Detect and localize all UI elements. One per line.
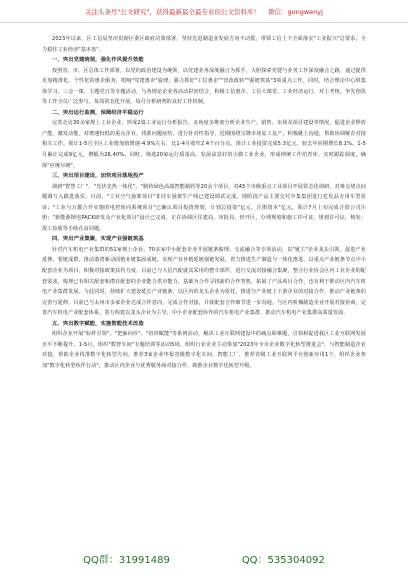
footer-qq-group: QQ群：31991489 xyxy=(83,554,170,566)
banner-text: 关注头条号"公文研究"，获得最新最全最专业的公文资料库！ xyxy=(85,7,261,16)
top-banner xyxy=(0,0,408,23)
intro-paragraph: 2023年以来，区工信局坚决贯彻区委区政府决策部署，坚持先进制造业发展方向不动摇，带领工信上下全面落实"工业振兴"总要求，全力稳住工业经济"基本盘"。 xyxy=(42,36,366,53)
section-paragraph: 调研"智慧工厂"、"光伏光热一体化"、"制药绿色高端智能制药等20余个项目，对45个市级重点工业项目开展常态化调研，对难点堵点问题调与入跟进落实。目前，"工业空气悬架项目"非挂车悬架生产线已建设调试完成，现阶段产品主要交付中集集团进行危化品专用车型验证；"工业与万都合作实施的电控转向系统项目"已确认项目投资规划，计划总投资"亿元，注册资本"亿元，预计7月上旬完成合资公司注册；"新能源锂电PACK研发及产业化项目"设计已完成，正在协调区住建局、审批局，经开区，办理规划和施工许可证。规划许可证，核发；竣工验收等手续在由同题。 xyxy=(42,183,366,232)
banner-wechat: 微信：gongwenyj xyxy=(268,7,323,16)
section-heading: 五、突出数字赋能，实施智能技术改造 xyxy=(52,320,144,327)
section-heading: 二、突出运行监测，保障经济平稳运行 xyxy=(52,109,144,116)
footer xyxy=(0,547,408,569)
section-heading: 四、突出产业集聚，实现产业强链筑基 xyxy=(52,236,144,243)
section-heading: 三、突出项目建设，加快项目落地投产 xyxy=(52,173,144,180)
section-paragraph: 完善走访30余家规上工业企业，形成2篇工业运行分析报告、多角度多维度分析企业生产、销售、市场及项目建设等情况，促进企业释放产能，激发动能。对增速较低的重点企业，找准问题症结，进行针对性指导，近期围绕宝隆市场复工复产，积极跳上沟通，帮助协调解企对接相关工作。预计1-5月全区工业增加值增速-4.9%左右，比1-4月收窄2.4个百分点。预计工业投资完成5.3亿元，较去年同期增长8.1%。1-5月累计完成9亿元，增幅为26.40%。同时，筛选20家运行质量高、发展前景好的小微工业企业，形成纳统工作培育库，实时跟踪调度，确保"应统尽统"。 xyxy=(42,120,366,169)
section-paragraph: 针对汽车机电产业集群的51家规上企业、70多家中小配套企业开展链条梳理、交流融合等专项活动，以"链主"企业龙头引领，促进产业延伸，要链成群，推动港湾新动固链业链集固成链。实现产业补链延链强链发展。着力推进生产制造与一体化推进，以重点产业链条节点中小配套企业为项目，积极对接政策扶持力度，目前已与大信汽配就其采用的整车部件，进行交流对接融合集聚，整合行业协会区内工业企业的配套需求，梳理已有相关配套和潜在配套的企业能力供应能力，基础为合作寻找新的合作契机，拓展了产品项目合作，也有利于推动区内汽车机电产业集群发展。与此同时，持续扩大建设延长产业链条，以区内的龙头企业为依托，推进与产业链上下游企业的对接合作，推动产业链条的完善与延伸。目前已与太州市多家企业达成合作意向，完成合作对接，并就配套合作细节进一步沟通。与区内机械制造企业开展对接协商，完善汽车机电产业配套体系。着力构建以龙头企业为主导、中小企业配套协作的汽车机电产业集群，推动汽车机电产业集群高质量发展。 xyxy=(42,246,366,317)
document-body xyxy=(42,34,366,540)
footer-qq: QQ：535304092 xyxy=(241,554,325,566)
section-heading: 一、突出党建统领，强化作风提升效能 xyxy=(52,57,144,64)
section-paragraph: 按照省、市、区总体工作部署，以党的政治建设为统领，以党建业务深度融合为抓手，大胆探索党建与业务工作深度融合之路，通过提供更加精准化、个性化的惠企服务，唱响"党建惠企"旋律，强力抓好"工信惠企""营改政转""强链筑基"3项重点工作。同时，结合理论中心组集体学习、三会一课、主题党日等专题活动，与各理论企业各活动彩密结合，积极工信惠企、工信大课堂、工业经济运行、对上考核，争先创优等工作全员广泛参与，每周常态化开展，每月分析研判的良好工作机制。 xyxy=(42,67,366,106)
section-paragraph: 组织企业开展"标杆引领"、"把脉问诊"、"培训赋能"等系列活动，解决工业互联网建设中的痛点和难题，引领和促进我区工业互联网发展水平不断提升。1-5月，组织"数智车间"专题培训等活动5场，组织行业企业主动参加"2023年全市企业数字化转型推进会"，与智能制造企业对接，帮助企业找准数字化转型方向。推荐3家企业申报省级数字化车间、智能工厂，推荐省级工业互联网平台创新应用1个，组织企业参加"数字化转型伙伴行动"，推动区内企业与优秀服务商对接合作，助推企业数字化转型升级。 xyxy=(42,331,366,369)
